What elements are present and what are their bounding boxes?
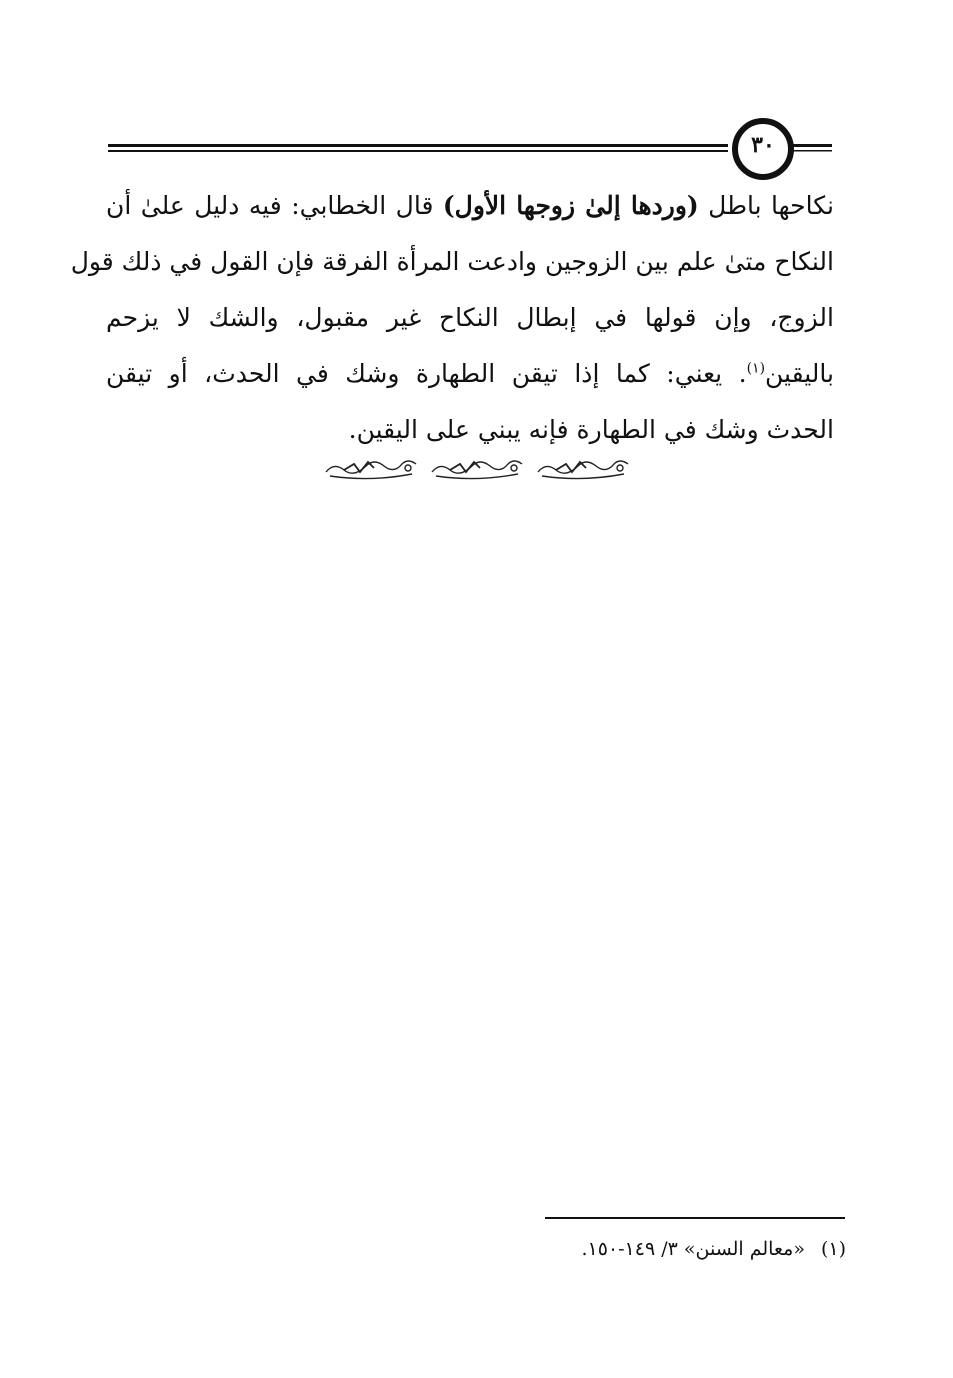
footnote-separator: [545, 1217, 845, 1219]
footnote-text: «معالم السنن» ٣/ ١٤٩-١٥٠.: [581, 1238, 805, 1260]
body-line-1: [106, 178, 834, 234]
quoted-hadith-phrase: (وردها إلىٰ زوجها الأول): [442, 191, 699, 220]
body-text-segment: . يعني: كما إذا تيقن الطهارة وشك في الحدث، أو تيقن: [106, 359, 747, 388]
header-rule: [108, 144, 728, 156]
page-number: ٣٠: [751, 132, 775, 158]
body-text-segment: باليقين: [765, 359, 834, 388]
footnote-reference[interactable]: (١): [746, 360, 766, 377]
footnote-1: [400, 1234, 846, 1264]
header-rule-thick: [108, 144, 728, 147]
header-rule-thin: [108, 150, 728, 152]
page-number-badge: [726, 118, 836, 180]
body-text-segment: قال الخطابي: فيه دليل علىٰ أن: [106, 191, 443, 220]
section-divider-ornament-icon: [322, 452, 634, 486]
body-line-4: [106, 346, 834, 402]
body-text: [70, 178, 834, 458]
body-line-2: النكاح متىٰ علم بين الزوجين وادعت المرأة الفرقة فإن القول في ذلك قول: [70, 247, 834, 276]
footnote-number: (١): [820, 1238, 846, 1260]
body-text-segment: نكاحها باطل: [698, 191, 834, 220]
body-line-5: الحدث وشك في الطهارة فإنه يبني على اليقين.: [348, 415, 834, 444]
body-line-3: الزوج، وإن قولها في إبطال النكاح غير مقبول، والشك لا يزحم: [106, 303, 834, 332]
